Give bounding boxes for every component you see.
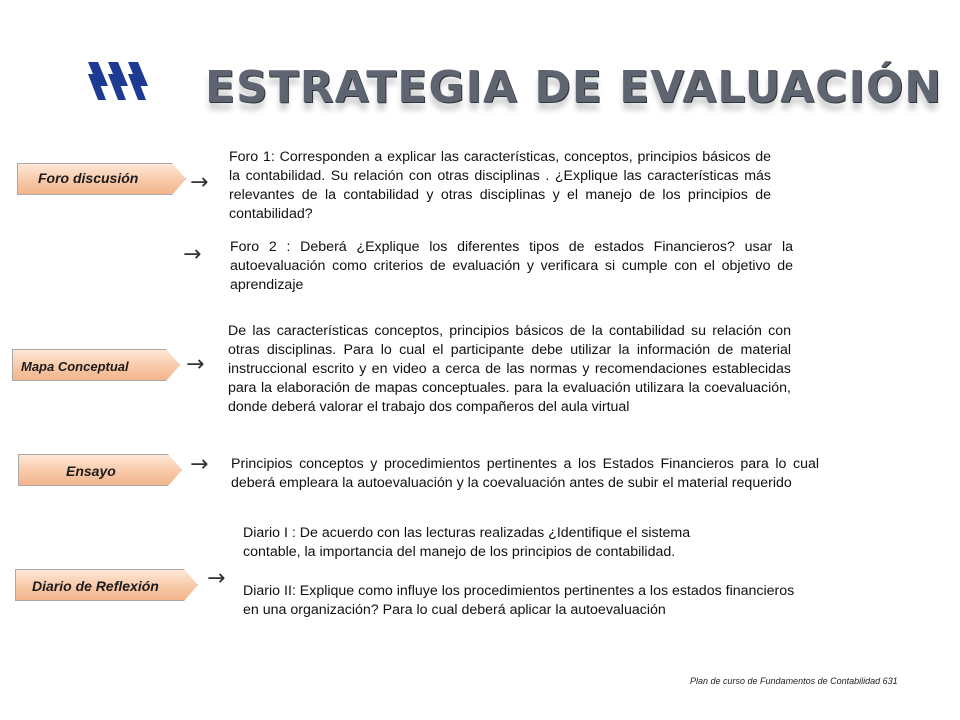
mapa-conceptual-label: Mapa Conceptual [21,359,129,374]
arrow-icon: → [186,352,205,377]
foro1-text: Foro 1: Corresponden a explicar las características, conceptos, principios básicos de la contabilidad. Su relación con otras disciplinas . ¿Explique las características más relevantes de la contabilidad y otras disciplinas y el manejo de los principios de contabilidad? [229,149,771,222]
foro-discusion-label: Foro discusión [38,170,139,186]
diario2-text: Diario II: Explique como influye los procedimientos pertinentes a los estados financieros en una organización? Para lo cual deberá aplicar la autoevaluación [243,583,795,618]
mapa-conceptual-text: De las características conceptos, principios básicos de la contabilidad su relación con otras disciplinas. Para lo cual el participante debe utilizar la información de material instruccional escrito y en video a cerca de las normas y recomendaciones establecidas para la elaboración de mapas conceptuales. para la evaluación utilizara la coevaluación, donde deberá valorar el trabajo dos compañeros del aula virtual [228,323,791,415]
page-title: ESTRATEGIA DE EVALUACIÓN [205,62,943,113]
diario-reflexion-label: Diario de Reflexión [32,578,159,594]
institution-logo-icon [86,60,150,106]
arrow-icon: → [183,242,202,267]
arrow-icon: → [207,566,226,591]
diario1-text: Diario I : De acuerdo con las lecturas realizadas ¿Identifique el sistema contable, la importancia del manejo de los principios de contabilidad. [243,525,691,560]
foro2-text: Foro 2 : Deberá ¿Explique los diferentes tipos de estados Financieros? usar la autoevaluación como criterios de evaluación y verificara si cumple con el objetivo de aprendizaje [230,239,793,293]
arrow-icon: → [190,170,209,195]
ensayo-text: Principios conceptos y procedimientos pertinentes a los Estados Financieros para lo cual deberá empleara la autoevaluación y la coevaluación antes de subir el material requerido [231,456,819,491]
arrow-icon: → [190,452,209,477]
ensayo-label: Ensayo [66,463,116,479]
footer-text: Plan de curso de Fundamentos de Contabilidad 631 [690,676,898,686]
